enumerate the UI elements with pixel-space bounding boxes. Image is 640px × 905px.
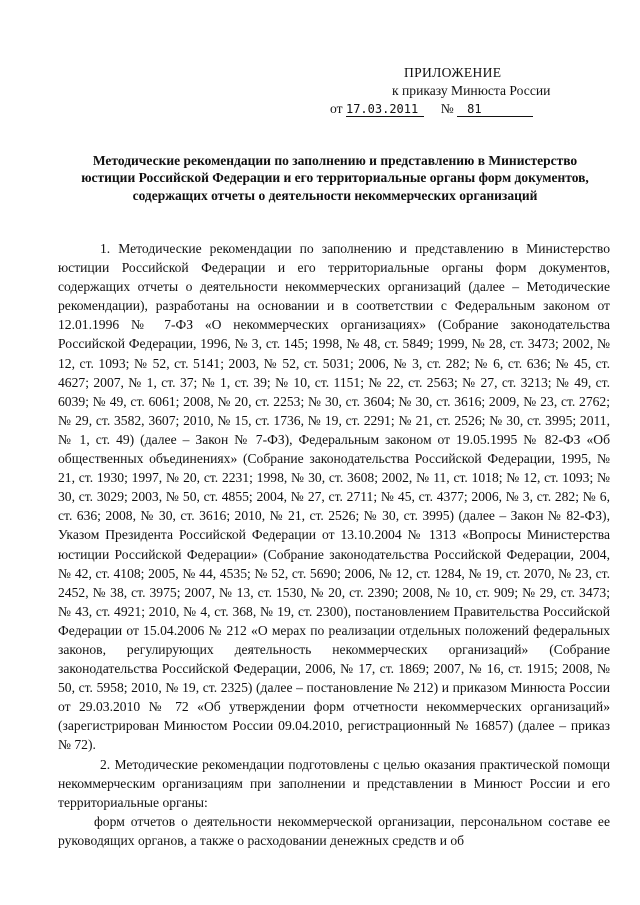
number-prefix: №	[440, 101, 454, 116]
paragraph-2: 2. Методические рекомендации подготовлены с целью оказания практической помощи некоммерческим организациям при заполнении и представлении в Минюст России и его территориальные органы:	[58, 756, 610, 810]
date-prefix: от	[330, 101, 343, 116]
paragraph-3: форм отчетов о деятельности некоммерческой организации, персональном составе ее руководящих органов, а также о расходовании денежных средств и об	[58, 813, 610, 848]
document-body	[58, 239, 610, 850]
order-number: 81	[457, 102, 533, 117]
appendix-block	[330, 64, 600, 118]
order-reference	[330, 100, 600, 118]
appendix-title: ПРИЛОЖЕНИЕ	[404, 65, 502, 80]
paragraph-1: 1. Методические рекомендации по заполнению и представлению в Министерство юстиции Российской Федерации и его территориальные органы форм документов, содержащих отчеты о деятельности некоммерческих организаций (далее – Методические рекомендации), разработаны на основании и в соответствии с Федеральным законом от 12.01.1996 № 7-ФЗ «О некоммерческих организациях» (Собрание законодательства Российской Федерации, 1996, № 3, ст. 145; 1998, № 48, ст. 5849; 1999, № 28, ст. 3473; 2002, № 12, ст. 1093; № 52, ст. 5141; 2003, № 52, ст. 5031; 2006, № 3, ст. 282; № 6, ст. 636; № 45, ст. 4627; 2007, № 1, ст. 37; № 1, ст. 39; № 10, ст. 1151; № 22, ст. 2563; № 27, ст. 3213; № 49, ст. 6039; № 49, ст. 6061; 2008, № 20, ст. 2253; № 30, ст. 3604; № 30, ст. 3616; 2009, № 23, ст. 2762; № 29, ст. 3582, 3607; 2010, № 15, ст. 1736, № 19, ст. 2291; № 21, ст. 2526; № 30, ст. 3995; 2011, № 1, ст. 49) (далее – Закон № 7-ФЗ), Федеральным законом от 19.05.1995 № 82-ФЗ «Об общественных объединениях» (Собрание законодательства Российской Федерации, 1995, № 21, ст. 1930; 1997, № 20, ст. 2231; 1998, № 30, ст. 3608; 2002, № 11, ст. 1018; № 12, ст. 1093; № 30, ст. 3029; 2003, № 50, ст. 4855; 2004, № 27, ст. 2711; № 45, ст. 4377; 2006, № 3, ст. 282; № 6, ст. 636; 2008, № 30, ст. 3616; 2010, № 21, ст. 2526; № 30, ст. 3995) (далее – Закон № 82-ФЗ), Указом Президента Российской Федерации от 13.10.2004 № 1313 «Вопросы Министерства юстиции Российской Федерации» (Собрание законодательства Российской Федерации, 2004, № 42, ст. 4108; 2005, № 44, 4535; № 52, ст. 5690; 2006, № 12, ст. 1284, № 19, ст. 2070, № 23, ст. 2452, № 38, ст. 3975; 2007, № 13, ст. 1530, № 20, ст. 2390; 2008, № 10, ст. 909; № 29, ст. 3473; № 43, ст. 4921; 2010, № 4, ст. 368, № 19, ст. 2300), постановлением Правительства Российской Федерации от 15.04.2006 № 212 «О мерах по реализации отдельных положений федеральных законов, регулирующих деятельность некоммерческих организаций» (Собрание законодательства Российской Федерации, 2006, № 17, ст. 1869; 2007, № 16, ст. 1915; 2008, № 50, ст. 5958; 2010, № 19, ст. 2325) (далее – постановление № 212) и приказом Минюста России от 29.03.2010 № 72 «Об утверждении форм отчетности некоммерческих организаций» (зарегистрирован Минюстом России 09.04.2010, регистрационный № 16857) (далее – приказ № 72).	[58, 241, 610, 753]
document-heading: Методические рекомендации по заполнению и представлению в Министерство юстиции Российской Федерации и его территориальные органы форм документов, содержащих отчеты о деятельности некоммерческих организаций	[81, 153, 589, 203]
order-date: 17.03.2011	[346, 102, 424, 117]
appendix-subtitle: к приказу Минюста России	[392, 83, 551, 98]
